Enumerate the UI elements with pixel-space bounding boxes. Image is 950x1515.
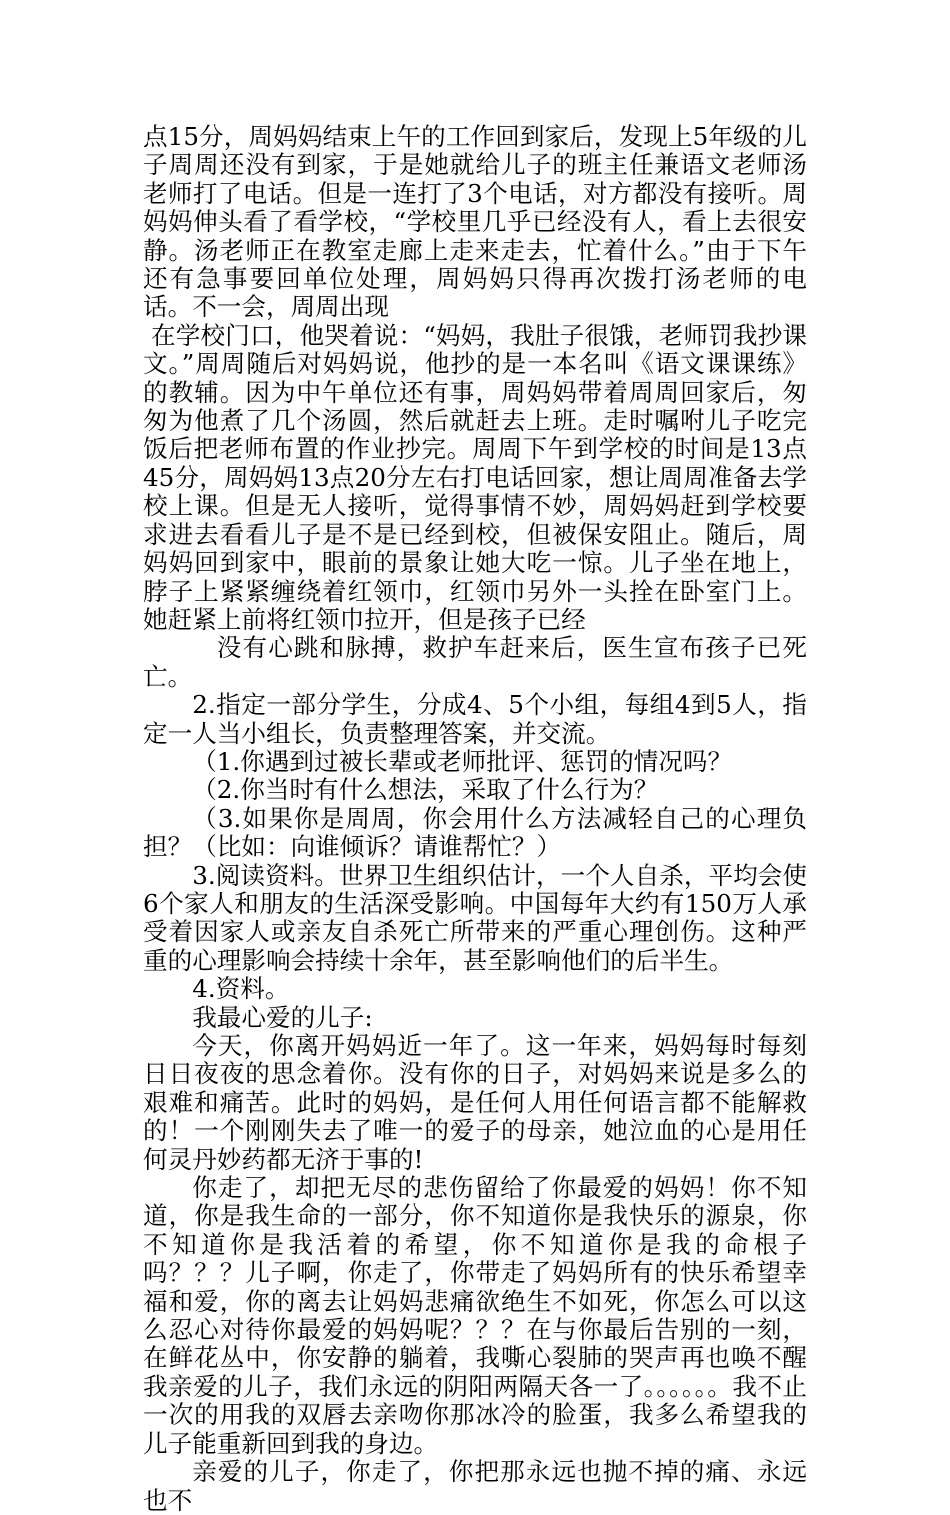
task2-question-3: （3.如果你是周周，你会用什么方法减轻自己的心理负担？（比如：向谁倾诉？请谁帮忙？） <box>143 803 807 862</box>
task4-heading: 4.资料。 <box>192 974 290 1004</box>
story-paragraph-2: 在学校门口，他哭着说：“妈妈，我肚子很饿，老师罚我抄课文。”周周随后对妈妈说，他抄的是一本名叫《语文课课练》的教辅。因为中午单位还有事，周妈妈带着周周回家后，匆匆为他煮了几个汤圆，然后就赶去上班。走时嘱咐儿子吃完饭后把老师布置的作业抄完。周周下午到学校的时间是13点45分，周妈妈13点20分左右打电话回家，想让周周准备去学校上课。但是无人接听，觉得事情不妙，周妈妈赶到学校要求进去看看儿子是不是已经到校，但被保安阻止。随后，周妈妈回到家中，眼前的景象让她大吃一惊。儿子坐在地上，脖子上紧紧缠绕着红领巾，红领巾另外一头拴在卧室门上。她赶紧上前将红领巾拉开，但是孩子已经 <box>143 320 807 634</box>
letter-salutation: 我最心爱的儿子: <box>192 1002 373 1032</box>
task3-paragraph: 3.阅读资料。世界卫生组织估计，一个人自杀，平均会使6个家人和朋友的生活深受影响。中国每年大约有150万人承受着因家人或亲友自杀死亡所带来的严重心理创伤。这种严重的心理影响会持续十余年，甚至影响他们的后半生。 <box>143 860 807 975</box>
story-paragraph-1: 点15分，周妈妈结束上午的工作回到家后，发现上5年级的儿子周周还没有到家，于是她就给儿子的班主任兼语文老师汤老师打了电话。但是一连打了3个电话，对方都没有接听。周妈妈伸头看了看学校，“学校里几乎已经没有人，看上去很安静。汤老师正在教室走廊上走来走去，忙着什么。”由于下午还有急事要回单位处理，周妈妈只得再次拨打汤老师的电话。不一会，周周出现 <box>143 122 807 322</box>
letter-paragraph-3: 亲爱的儿子，你走了，你把那永远也抛不掉的痛、永远也不 <box>143 1457 807 1515</box>
letter-paragraph-1: 今天，你离开妈妈近一年了。这一年来，妈妈每时每刻日日夜夜的思念着你。没有你的日子，对妈妈来说是多么的艰难和痛苦。此时的妈妈，是任何人用任何语言都不能解救的！一个刚刚失去了唯一的爱子的母亲，她泣血的心是用任何灵丹妙药都无济于事的! <box>143 1031 807 1174</box>
task2-question-2: （2.你当时有什么想法，采取了什么行为？ <box>192 775 659 805</box>
task2-intro: 2.指定一部分学生，分成4、5个小组，每组4到5人，指定一人当小组长，负责整理答案，并交流。 <box>143 690 807 748</box>
story-paragraph-3: 没有心跳和脉搏，救护车赶来后，医生宣布孩子已死亡。 <box>143 633 807 691</box>
letter-paragraph-2: 你走了，却把无尽的悲伤留给了你最爱的妈妈！你不知道，你是我生命的一部分，你不知道你是我快乐的源泉，你不知道你是我活着的希望，你不知道你是我的命根子吗？？？儿子啊，你走了，你带走了妈妈所有的快乐希望幸福和爱，你的离去让妈妈悲痛欲绝生不如死，你怎么可以这么忍心对待你最爱的妈妈呢？？？在与你最后告别的一刻，在鲜花丛中，你安静的躺着，我嘶心裂肺的哭声再也唤不醒我亲爱的儿子，我们永远的阴阳两隔天各一了。。。。。。我不止一次的用我的双唇去亲吻你那冰冷的脸蛋，我多么希望我的儿子能重新回到我的身边。 <box>143 1173 807 1458</box>
document-page <box>143 123 807 1515</box>
task2-question-1: （1.你遇到过被长辈或老师批评、惩罚的情况吗？ <box>192 746 733 776</box>
